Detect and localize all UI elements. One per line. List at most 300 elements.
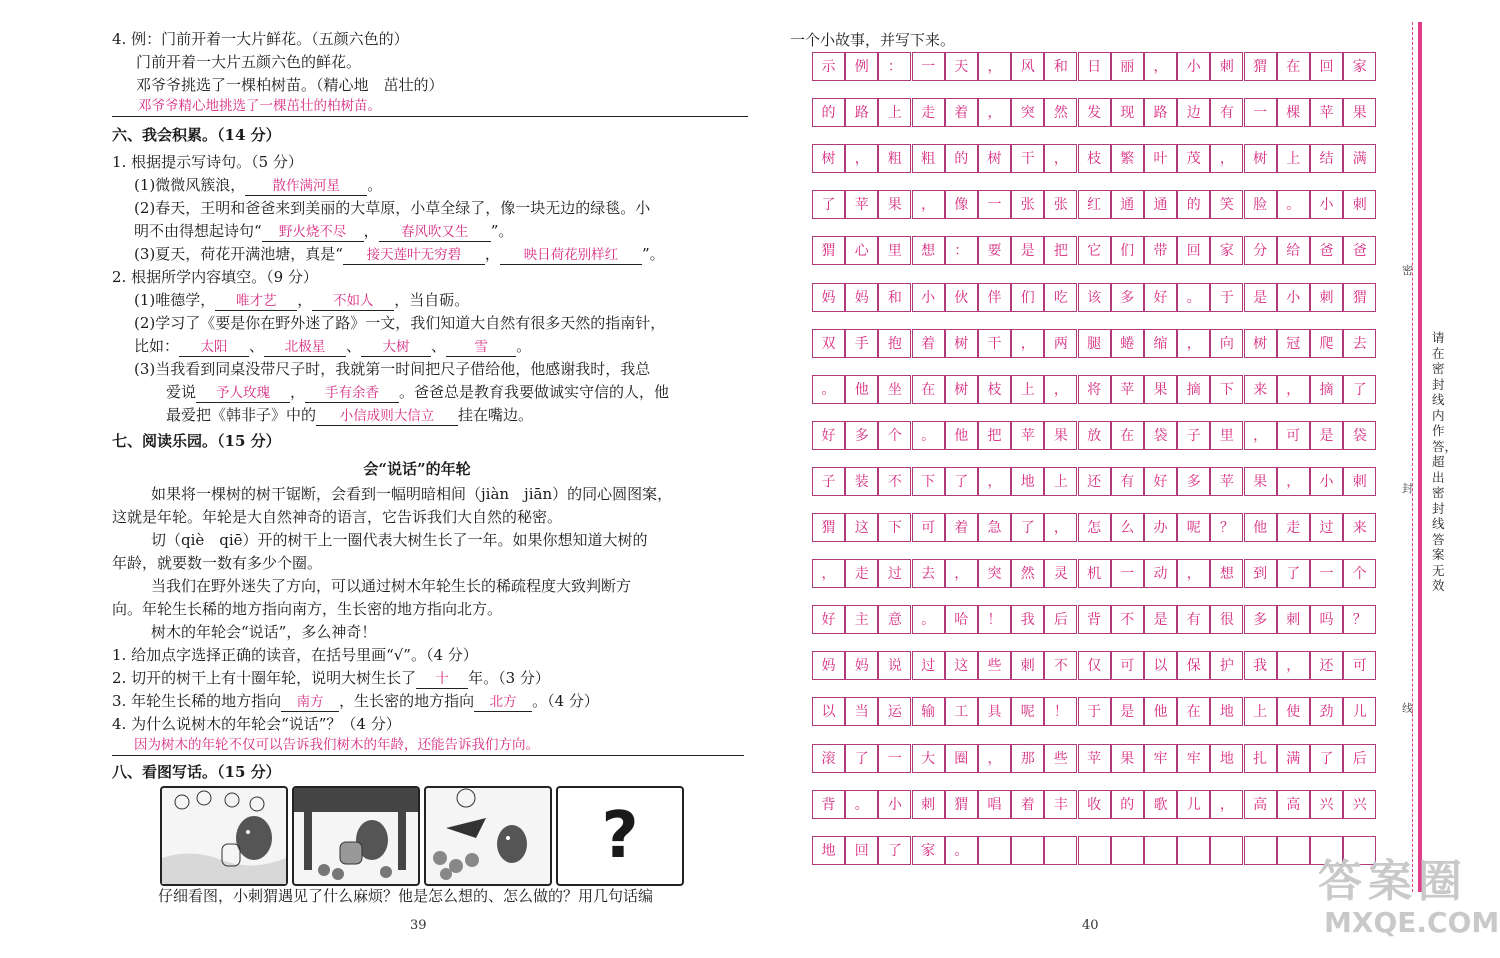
grid-cell: 爬 bbox=[1310, 329, 1343, 358]
r3-answer-1: 南方 bbox=[281, 693, 339, 712]
grid-cell: 使 bbox=[1277, 697, 1310, 726]
grid-cell: 双 bbox=[812, 329, 845, 358]
grid-cell: 日 bbox=[1078, 52, 1111, 81]
grid-cell: 突 bbox=[1011, 98, 1044, 127]
grid-cell: 果 bbox=[878, 190, 911, 219]
grid-cell: 刺 bbox=[1277, 605, 1310, 634]
grid-cell bbox=[1277, 836, 1310, 865]
grid-cell: 茂 bbox=[1177, 144, 1210, 173]
seal-mark-1: 密 bbox=[1402, 264, 1413, 277]
r4: 4. 为什么说树木的年轮会“说话”？（4 分） bbox=[112, 715, 401, 733]
grid-cell: 该 bbox=[1078, 283, 1111, 312]
q1-1 bbox=[134, 174, 382, 197]
reading-line: 树木的年轮会“说话”，多么神奇！ bbox=[136, 623, 377, 641]
grid-cell: 了 bbox=[1310, 744, 1343, 773]
grid-cell: 走 bbox=[1277, 513, 1310, 542]
hedgehog-bag-drawing bbox=[294, 788, 418, 884]
grid-cell: 繁 bbox=[1111, 144, 1144, 173]
grid-cell: 发 bbox=[1078, 98, 1111, 127]
grid-cell: ， bbox=[978, 467, 1011, 496]
grid-cell: 的 bbox=[1177, 190, 1210, 219]
grid-cell: 地 bbox=[1011, 467, 1044, 496]
q2-3-sep: ， bbox=[290, 383, 306, 401]
reading-title: 会“说话”的年轮 bbox=[363, 460, 471, 478]
grid-cell: ， bbox=[978, 52, 1011, 81]
grid-cell: ， bbox=[978, 98, 1011, 127]
grid-cell: ， bbox=[1177, 329, 1210, 358]
grid-cell: 意 bbox=[878, 605, 911, 634]
grid-cell: 子 bbox=[1177, 421, 1210, 450]
page-number-right: 40 bbox=[1082, 918, 1099, 933]
grid-cell: 兴 bbox=[1343, 790, 1376, 819]
grid-cell: 要 bbox=[978, 236, 1011, 265]
grid-cell bbox=[1210, 836, 1243, 865]
grid-cell: 苹 bbox=[1011, 421, 1044, 450]
grid-cell: 那 bbox=[1011, 744, 1044, 773]
grid-cell: 一 bbox=[1111, 559, 1144, 588]
grid-cell bbox=[1044, 836, 1077, 865]
grid-cell: 抱 bbox=[878, 329, 911, 358]
grid-cell: 心 bbox=[845, 236, 878, 265]
grid-cell: 有 bbox=[1177, 605, 1210, 634]
seal-line-notice: 请在密封线内作答，超出密封线答案无效 bbox=[1432, 330, 1458, 593]
grid-cell bbox=[1111, 836, 1144, 865]
grid-cell: 小 bbox=[912, 283, 945, 312]
q2-2-end: 。 bbox=[516, 337, 532, 355]
hedgehog-tree-drawing bbox=[162, 788, 286, 884]
grid-cell: ： bbox=[945, 236, 978, 265]
grid-cell: ， bbox=[1210, 790, 1243, 819]
grid-cell: 怎 bbox=[1078, 513, 1111, 542]
grid-cell: ， bbox=[945, 559, 978, 588]
grid-cell: 它 bbox=[1078, 236, 1111, 265]
grid-cell: 上 bbox=[878, 98, 911, 127]
grid-cell: 树 bbox=[945, 329, 978, 358]
grid-cell: 地 bbox=[1210, 697, 1243, 726]
grid-cell: 的 bbox=[812, 98, 845, 127]
grid-cell: 个 bbox=[878, 421, 911, 450]
grid-cell: 们 bbox=[1011, 283, 1044, 312]
grid-cell: 圈 bbox=[945, 744, 978, 773]
grid-cell bbox=[1177, 836, 1210, 865]
r4-answer: 因为树木的年轮不仅可以告诉我们树木的年龄，还能告诉我们方向。 bbox=[112, 735, 744, 756]
grid-cell: 刺 bbox=[1310, 283, 1343, 312]
grid-cell: 棵 bbox=[1277, 98, 1310, 127]
grid-cell: 妈 bbox=[812, 651, 845, 680]
grid-cell: 张 bbox=[1044, 190, 1077, 219]
grid-cell: 一 bbox=[1244, 98, 1277, 127]
grid-cell: 去 bbox=[912, 559, 945, 588]
grid-cell: 他 bbox=[1144, 697, 1177, 726]
grid-cell: 好 bbox=[1144, 467, 1177, 496]
grid-cell: 刺 bbox=[912, 790, 945, 819]
grid-cell: 的 bbox=[1111, 790, 1144, 819]
grid-cell: 里 bbox=[878, 236, 911, 265]
q2-1-answer-2: 不如人 bbox=[312, 292, 394, 311]
grid-cell: 在 bbox=[1111, 421, 1144, 450]
grid-cell: 。 bbox=[912, 605, 945, 634]
grid-cell: ， bbox=[812, 559, 845, 588]
grid-cell: 通 bbox=[1144, 190, 1177, 219]
grid-cell: 猬 bbox=[812, 236, 845, 265]
grid-cell: 苹 bbox=[1310, 98, 1343, 127]
grid-cell: 伴 bbox=[978, 283, 1011, 312]
writing-prompt-continued: 一个小故事，并写下来。 bbox=[790, 31, 956, 49]
grid-cell: 满 bbox=[1343, 144, 1376, 173]
grid-cell: 小 bbox=[1177, 52, 1210, 81]
grid-cell: 背 bbox=[812, 790, 845, 819]
grid-cell: 一 bbox=[1310, 559, 1343, 588]
grid-cell: 。 bbox=[845, 790, 878, 819]
writing-prompt: 仔细看图，小刺猬遇见了什么麻烦？他是怎么想的、怎么做的？用几句话编 bbox=[158, 887, 654, 905]
grid-cell: 像 bbox=[945, 190, 978, 219]
seal-dashed-line bbox=[1412, 22, 1413, 892]
r2 bbox=[112, 667, 550, 690]
grid-cell: 过 bbox=[912, 651, 945, 680]
grid-cell: 和 bbox=[878, 283, 911, 312]
grid-cell: 一 bbox=[978, 190, 1011, 219]
grid-cell: 呢 bbox=[1011, 697, 1044, 726]
grid-cell: 是 bbox=[1310, 421, 1343, 450]
question-mark: ? bbox=[601, 799, 639, 873]
grid-cell: 腿 bbox=[1078, 329, 1111, 358]
grid-cell: 树 bbox=[978, 144, 1011, 173]
grid-cell: 着 bbox=[945, 513, 978, 542]
grid-cell: 机 bbox=[1078, 559, 1111, 588]
grid-cell: 给 bbox=[1277, 236, 1310, 265]
grid-cell: 刺 bbox=[1343, 190, 1376, 219]
grid-cell: 们 bbox=[1111, 236, 1144, 265]
q1-2-sep: ， bbox=[363, 222, 379, 240]
grid-cell: 袋 bbox=[1343, 421, 1376, 450]
q1-3-answer-2: 映日荷花别样红 bbox=[500, 246, 642, 265]
grid-cell: 还 bbox=[1310, 651, 1343, 680]
page-number-left: 39 bbox=[410, 918, 427, 933]
grid-cell: 是 bbox=[1111, 697, 1144, 726]
grid-cell: 护 bbox=[1210, 651, 1243, 680]
grid-cell: 子 bbox=[812, 467, 845, 496]
grid-cell: ， bbox=[1044, 375, 1077, 404]
grid-cell: 丰 bbox=[1044, 790, 1077, 819]
grid-cell: 可 bbox=[1343, 651, 1376, 680]
grid-cell: 果 bbox=[1343, 98, 1376, 127]
q4-line: 邓爷爷挑选了一棵柏树苗。（精心地 茁壮的） bbox=[136, 76, 444, 94]
grid-cell: 妈 bbox=[845, 651, 878, 680]
reading-line: 如果将一棵树的树干锯断，会看到一幅明暗相间（jiàn jiān）的同心圆图案， bbox=[136, 485, 673, 503]
grid-cell: 多 bbox=[1177, 467, 1210, 496]
q2-3-line1: (3)当我看到同桌没带尺子时，我就第一时间把尺子借给他，他感谢我时，我总 bbox=[134, 360, 651, 378]
grid-cell: 示 bbox=[812, 52, 845, 81]
grid-cell: 果 bbox=[1244, 467, 1277, 496]
grid-cell: 地 bbox=[1210, 744, 1243, 773]
grid-cell: 张 bbox=[1011, 190, 1044, 219]
grid-cell: 了 bbox=[1011, 513, 1044, 542]
grid-cell: 背 bbox=[1078, 605, 1111, 634]
grid-cell: ！ bbox=[1044, 697, 1077, 726]
grid-cell: 坐 bbox=[878, 375, 911, 404]
grid-cell: 放 bbox=[1078, 421, 1111, 450]
grid-cell: 仅 bbox=[1078, 651, 1111, 680]
grid-cell: 以 bbox=[1144, 651, 1177, 680]
grid-cell: 天 bbox=[945, 52, 978, 81]
grid-cell: 在 bbox=[912, 375, 945, 404]
grid-cell: ， bbox=[1244, 421, 1277, 450]
grid-cell: 灵 bbox=[1044, 559, 1077, 588]
section-7-title: 七、阅读乐园。（15 分） bbox=[112, 432, 281, 450]
grid-cell: 多 bbox=[845, 421, 878, 450]
grid-cell: 了 bbox=[878, 836, 911, 865]
grid-cell: 路 bbox=[845, 98, 878, 127]
grid-cell: 苹 bbox=[1078, 744, 1111, 773]
seal-mark-3: 线 bbox=[1402, 702, 1413, 715]
grid-cell: 是 bbox=[1011, 236, 1044, 265]
grid-cell: ？ bbox=[1210, 513, 1243, 542]
grid-cell: 把 bbox=[1044, 236, 1077, 265]
grid-cell: 吗 bbox=[1310, 605, 1343, 634]
grid-cell: 苹 bbox=[1210, 467, 1243, 496]
grid-cell: 收 bbox=[1078, 790, 1111, 819]
grid-cell: 结 bbox=[1310, 144, 1343, 173]
grid-cell: 于 bbox=[1210, 283, 1243, 312]
seal-line-bar bbox=[1418, 22, 1422, 892]
grid-cell: ？ bbox=[1343, 605, 1376, 634]
grid-cell: 袋 bbox=[1144, 421, 1177, 450]
grid-cell: ， bbox=[1044, 144, 1077, 173]
grid-cell: 不 bbox=[1111, 605, 1144, 634]
watermark-logo-text: 答案圈 bbox=[1318, 856, 1468, 907]
q2-2-text: 比如： bbox=[134, 337, 180, 355]
grid-cell: 风 bbox=[1011, 52, 1044, 81]
q2-title: 2. 根据所学内容填空。（9 分） bbox=[112, 268, 318, 286]
reading-line: 年龄，就要数一数有多少个圈。 bbox=[112, 554, 323, 572]
grid-cell: 苹 bbox=[845, 190, 878, 219]
grid-cell: 有 bbox=[1210, 98, 1243, 127]
grid-cell: 爸 bbox=[1343, 236, 1376, 265]
grid-cell: ， bbox=[845, 144, 878, 173]
grid-cell: 通 bbox=[1111, 190, 1144, 219]
grid-cell: 上 bbox=[1044, 467, 1077, 496]
grid-cell: 过 bbox=[878, 559, 911, 588]
grid-cell: 着 bbox=[1011, 790, 1044, 819]
grid-cell: 丽 bbox=[1111, 52, 1144, 81]
grid-cell: 些 bbox=[1044, 744, 1077, 773]
grid-cell: 猬 bbox=[812, 513, 845, 542]
grid-cell: 小 bbox=[1310, 467, 1343, 496]
grid-cell: 有 bbox=[1111, 467, 1144, 496]
q2-2-answer-4: 雪 bbox=[446, 338, 516, 357]
q2-2-sep: 、 bbox=[249, 337, 265, 355]
grid-cell: 下 bbox=[878, 513, 911, 542]
grid-cell: 唱 bbox=[978, 790, 1011, 819]
grid-cell: 在 bbox=[1177, 697, 1210, 726]
grid-cell: 还 bbox=[1078, 467, 1111, 496]
grid-cell: 然 bbox=[1011, 559, 1044, 588]
grid-cell: 这 bbox=[945, 651, 978, 680]
r3-end: 。（4 分） bbox=[532, 692, 599, 710]
grid-cell: 高 bbox=[1277, 790, 1310, 819]
grid-cell: 突 bbox=[978, 559, 1011, 588]
grid-cell: 树 bbox=[945, 375, 978, 404]
grid-cell: 后 bbox=[1044, 605, 1077, 634]
grid-cell: 输 bbox=[912, 697, 945, 726]
q2-1-text: (1)唯德学， bbox=[134, 291, 216, 309]
grid-cell: 上 bbox=[1011, 375, 1044, 404]
grid-cell: 了 bbox=[1343, 375, 1376, 404]
r3 bbox=[112, 690, 599, 713]
q4-answer: 邓爷爷精心地挑选了一棵茁壮的柏树苗。 bbox=[112, 96, 748, 117]
reading-line: 向。年轮生长稀的地方指向南方，生长密的地方指向北方。 bbox=[112, 600, 503, 618]
grid-cell: 是 bbox=[1244, 283, 1277, 312]
r2-text: 2. 切开的树干上有十圈年轮，说明大树生长了 bbox=[112, 669, 417, 687]
q2-2-answer-2: 北极星 bbox=[264, 338, 346, 357]
q2-3-line3-end: 挂在嘴边。 bbox=[458, 406, 534, 424]
grid-cell: 是 bbox=[1144, 605, 1177, 634]
grid-cell: 说 bbox=[878, 651, 911, 680]
grid-cell: 高 bbox=[1244, 790, 1277, 819]
grid-cell: ， bbox=[1011, 329, 1044, 358]
grid-cell: ， bbox=[1277, 651, 1310, 680]
grid-cell: 儿 bbox=[1343, 697, 1376, 726]
reading-line: 这就是年轮。年轮是大自然神奇的语言，它告诉我们大自然的秘密。 bbox=[112, 508, 563, 526]
grid-cell: 果 bbox=[1044, 421, 1077, 450]
q2-3-answer-3: 小信成则大信立 bbox=[316, 407, 458, 426]
grid-cell: 去 bbox=[1343, 329, 1376, 358]
grid-cell bbox=[1078, 836, 1111, 865]
grid-cell: 后 bbox=[1343, 744, 1376, 773]
grid-cell: 向 bbox=[1210, 329, 1243, 358]
grid-cell: 滚 bbox=[812, 744, 845, 773]
grid-cell: 现 bbox=[1111, 98, 1144, 127]
grid-cell: 牢 bbox=[1144, 744, 1177, 773]
grid-cell: 他 bbox=[1244, 513, 1277, 542]
q2-2-answer-1: 太阳 bbox=[179, 338, 249, 357]
grid-cell: 苹 bbox=[1111, 375, 1144, 404]
q2-1-answer-1: 唯才艺 bbox=[215, 292, 297, 311]
comic-panel-4 bbox=[556, 786, 684, 886]
q2-1-end: ，当自砺。 bbox=[394, 291, 470, 309]
r3-text: 3. 年轮生长稀的地方指向 bbox=[112, 692, 282, 710]
grid-cell: 路 bbox=[1144, 98, 1177, 127]
q2-3-answer-2: 手有余香 bbox=[305, 384, 399, 403]
hedgehog-thinking-drawing bbox=[426, 788, 550, 884]
grid-cell: 走 bbox=[912, 98, 945, 127]
grid-cell: 脸 bbox=[1244, 190, 1277, 219]
grid-cell: 上 bbox=[1244, 697, 1277, 726]
grid-cell: 兴 bbox=[1310, 790, 1343, 819]
grid-cell: 红 bbox=[1078, 190, 1111, 219]
grid-cell: 运 bbox=[878, 697, 911, 726]
grid-cell: ！ bbox=[978, 605, 1011, 634]
grid-cell: 地 bbox=[812, 836, 845, 865]
grid-cell: 到 bbox=[1244, 559, 1277, 588]
grid-cell: 了 bbox=[1277, 559, 1310, 588]
grid-cell: ： bbox=[878, 52, 911, 81]
grid-cell: 猬 bbox=[945, 790, 978, 819]
grid-cell: 回 bbox=[1310, 52, 1343, 81]
grid-cell: 来 bbox=[1343, 513, 1376, 542]
grid-cell: 枝 bbox=[978, 375, 1011, 404]
grid-cell: 可 bbox=[1277, 421, 1310, 450]
grid-cell: 。 bbox=[812, 375, 845, 404]
grid-cell: 于 bbox=[1078, 697, 1111, 726]
grid-cell: 。 bbox=[912, 421, 945, 450]
grid-cell: 好 bbox=[812, 605, 845, 634]
grid-cell: 的 bbox=[945, 144, 978, 173]
grid-cell: 些 bbox=[978, 651, 1011, 680]
grid-cell: 吃 bbox=[1044, 283, 1077, 312]
grid-cell: 摘 bbox=[1177, 375, 1210, 404]
grid-cell: 想 bbox=[1210, 559, 1243, 588]
q2-1-sep: ， bbox=[297, 291, 313, 309]
grid-cell: 树 bbox=[1244, 329, 1277, 358]
grid-cell: 好 bbox=[1144, 283, 1177, 312]
seal-mark-2: 封 bbox=[1402, 482, 1413, 495]
q2-3-line3 bbox=[166, 404, 533, 427]
grid-cell: 。 bbox=[1177, 283, 1210, 312]
grid-cell: 在 bbox=[1277, 52, 1310, 81]
grid-cell: 下 bbox=[912, 467, 945, 496]
r3-answer-2: 北方 bbox=[474, 693, 532, 712]
grid-cell: 办 bbox=[1144, 513, 1177, 542]
grid-cell: 我 bbox=[1011, 605, 1044, 634]
q2-3-end: 。爸爸总是教育我要做诚实守信的人，他 bbox=[399, 383, 670, 401]
grid-cell: 里 bbox=[1210, 421, 1243, 450]
q2-2-sep: 、 bbox=[431, 337, 447, 355]
grid-cell: 妈 bbox=[812, 283, 845, 312]
q1-3-end: ”。 bbox=[641, 245, 665, 263]
grid-cell: 猬 bbox=[1343, 283, 1376, 312]
grid-cell: 来 bbox=[1244, 375, 1277, 404]
grid-cell bbox=[978, 836, 1011, 865]
grid-cell: 树 bbox=[1244, 144, 1277, 173]
grid-cell: 牢 bbox=[1177, 744, 1210, 773]
grid-cell: 手 bbox=[845, 329, 878, 358]
grid-cell: 。 bbox=[1277, 190, 1310, 219]
grid-cell: 歌 bbox=[1144, 790, 1177, 819]
grid-cell: 果 bbox=[1111, 744, 1144, 773]
grid-cell: 过 bbox=[1310, 513, 1343, 542]
grid-cell: 猬 bbox=[1244, 52, 1277, 81]
grid-cell: 动 bbox=[1144, 559, 1177, 588]
grid-cell: 好 bbox=[812, 421, 845, 450]
grid-cell: 满 bbox=[1277, 744, 1310, 773]
grid-cell: ， bbox=[1210, 144, 1243, 173]
grid-cell: ， bbox=[912, 190, 945, 219]
grid-cell: 小 bbox=[878, 790, 911, 819]
grid-cell: 以 bbox=[812, 697, 845, 726]
r2-end: 年。（3 分） bbox=[468, 669, 550, 687]
grid-cell: ， bbox=[1277, 467, 1310, 496]
r2-answer: 十 bbox=[416, 670, 468, 689]
grid-cell: 妈 bbox=[845, 283, 878, 312]
grid-cell: 很 bbox=[1210, 605, 1243, 634]
q1-2-answer-1: 野火烧不尽 bbox=[262, 223, 364, 242]
grid-cell: 小 bbox=[1310, 190, 1343, 219]
grid-cell: 冠 bbox=[1277, 329, 1310, 358]
grid-cell: 我 bbox=[1244, 651, 1277, 680]
grid-cell: 儿 bbox=[1177, 790, 1210, 819]
grid-cell: 枝 bbox=[1078, 144, 1111, 173]
grid-cell: 小 bbox=[1277, 283, 1310, 312]
grid-cell: 蜷 bbox=[1111, 329, 1144, 358]
q1-1-text: (1)微微风簇浪， bbox=[134, 176, 246, 194]
grid-cell: 一 bbox=[878, 744, 911, 773]
grid-cell: 多 bbox=[1111, 283, 1144, 312]
r3-mid: ，生长密的地方指向 bbox=[339, 692, 475, 710]
q2-2-line1: (2)学习了《要是你在野外迷了路》一文，我们知道大自然有很多天然的指南针， bbox=[134, 314, 666, 332]
grid-cell bbox=[1144, 836, 1177, 865]
q1-title: 1. 根据提示写诗句。（5 分） bbox=[112, 153, 303, 171]
